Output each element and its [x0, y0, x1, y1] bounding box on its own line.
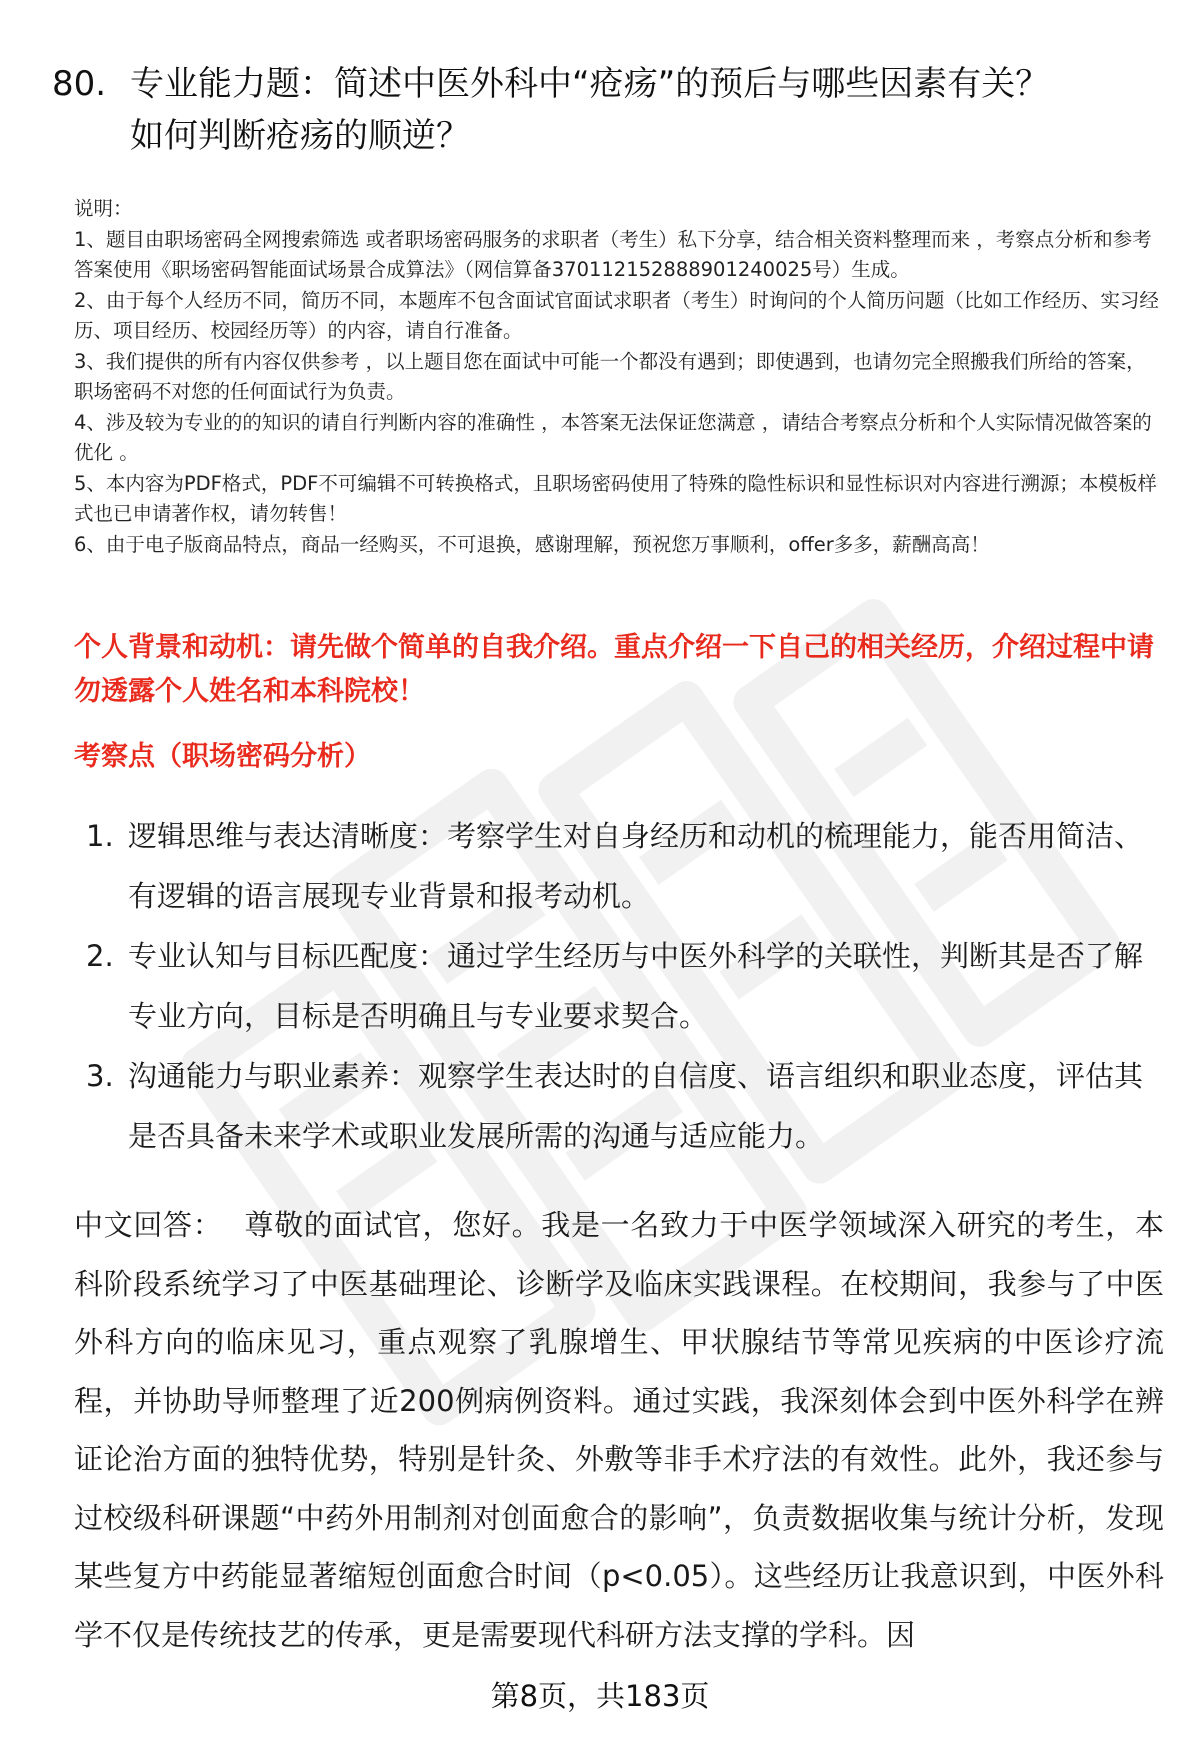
background-prompt: 个人背景和动机：请先做个简单的自我介绍。重点介绍一下自己的相关经历，介绍过程中请勿透露个人姓名和本科院校！	[74, 632, 1154, 707]
point-number: 1.	[86, 819, 114, 853]
assessment-heading: 考察点（职场密码分析）	[74, 741, 371, 772]
assessment-point	[74, 806, 1164, 926]
question-number: 80.	[52, 64, 107, 104]
page-footer: 第8页，共183页	[490, 1679, 710, 1713]
answer-label: 中文回答：	[74, 1208, 223, 1242]
notes-item: 6、由于电子版商品特点，商品一经购买，不可退换，感谢理解，预祝您万事顺利，offer多多，薪酬高高！	[74, 532, 990, 556]
answer-paragraph	[74, 1196, 1164, 1664]
question-title-line1: 专业能力题：简述中医外科中“疮疡”的预后与哪些因素有关？	[130, 64, 1050, 104]
point-number: 2.	[86, 939, 114, 973]
assessment-point	[74, 926, 1164, 1046]
answer-text: 尊敬的面试官，您好。我是一名致力于中医学领域深入研究的考生，本科阶段系统学习了中医基础理论、诊断学及临床实践课程。在校期间，我参与了中医外科方向的临床见习，重点观察了乳腺增生、甲状腺结节等常见疾病的中医诊疗流程，并协助导师整理了近200例病例资料。通过实践，我深刻体会到中医外科学在辨证论治方面的独特优势，特别是针灸、外敷等非手术疗法的有效性。此外，我还参与过校级科研课题“中药外用制剂对创面愈合的影响”，负责数据收集与统计分析，发现某些复方中药能显著缩短创面愈合时间（p<0.05）。这些经历让我意识到，中医外科学不仅是传统技艺的传承，更是需要现代科研方法支撑的学科。因	[74, 1208, 1164, 1652]
assessment-points	[74, 806, 1164, 1166]
point-number: 3.	[86, 1059, 114, 1093]
disclaimer-notes	[74, 194, 1164, 560]
notes-item: 1、题目由职场密码全网搜索筛选 或者职场密码服务的求职者（考生）私下分享，结合相关资料整理而来 ，考察点分析和参考答案使用《职场密码智能面试场景合成算法》（网信算备370112152888901240025号）生成。	[74, 227, 1152, 281]
question-title-line2: 如何判断疮疡的顺逆？	[130, 116, 470, 156]
notes-item: 3、我们提供的所有内容仅供参考 ，以上题目您在面试中可能一个都没有遇到；即使遇到，也请勿完全照搬我们所给的答案，职场密码不对您的任何面试行为负责。	[74, 349, 1146, 403]
point-text: 沟通能力与职业素养：观察学生表达时的自信度、语言组织和职业态度，评估其是否具备未来学术或职业发展所需的沟通与适应能力。	[128, 1059, 1144, 1153]
point-text: 专业认知与目标匹配度：通过学生经历与中医外科学的关联性，判断其是否了解专业方向，目标是否明确且与专业要求契合。	[128, 939, 1144, 1033]
notes-item: 4、涉及较为专业的的知识的请自行判断内容的准确性 ，本答案无法保证您满意 ，请结合考察点分析和个人实际情况做答案的优化 。	[74, 410, 1152, 464]
notes-item: 5、本内容为PDF格式，PDF不可编辑不可转换格式，且职场密码使用了特殊的隐性标识和显性标识对内容进行溯源；本模板样式也已申请著作权，请勿转售！	[74, 471, 1157, 525]
point-text: 逻辑思维与表达清晰度：考察学生对自身经历和动机的梳理能力，能否用简洁、有逻辑的语言展现专业背景和报考动机。	[128, 819, 1144, 913]
notes-heading: 说明：	[74, 197, 133, 220]
question-title	[52, 58, 1162, 162]
notes-item: 2、由于每个人经历不同，简历不同，本题库不包含面试官面试求职者（考生）时询问的个人简历问题（比如工作经历、实习经历、项目经历、校园经历等）的内容，请自行准备。	[74, 288, 1159, 342]
assessment-point	[74, 1046, 1164, 1166]
